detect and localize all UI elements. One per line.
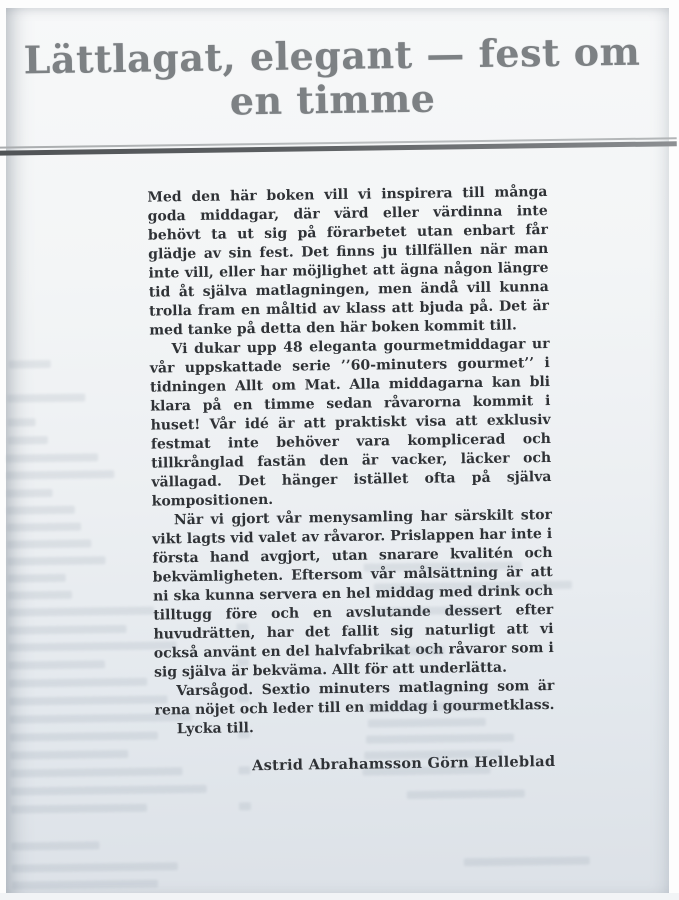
page-content bbox=[0, 3, 675, 897]
paragraph: Lycka till. bbox=[176, 720, 254, 738]
ghost-showthrough-line bbox=[236, 623, 248, 631]
ghost-showthrough-line bbox=[6, 453, 98, 462]
ghost-showthrough-line bbox=[11, 804, 147, 814]
ghost-showthrough-line bbox=[8, 574, 66, 583]
paragraph: Med den här boken vill vi inspirera till många goda middagar, där värd eller värdinna inte behövt ta ut sig på förarbetet utan enbart får glädje av sin fest. Det finns ju tillfällen när man inte vill, eller har möjlighet att ägna någon längre tid åt själva matlagningen, men ändå vill kunna trolla fram en måltid av klass att bjuda på. Det är med tanke på detta den här boken kommit till. bbox=[147, 184, 550, 339]
ghost-showthrough-line bbox=[7, 523, 81, 532]
ghost-showthrough-line bbox=[237, 694, 249, 702]
page-title-line-2: en timme bbox=[229, 75, 436, 124]
ghost-showthrough-line bbox=[10, 732, 158, 742]
ghost-showthrough-line bbox=[9, 695, 167, 705]
ghost-showthrough-line bbox=[8, 607, 154, 617]
paragraph: När vi gjort vår menysamling har särskilt stor vikt lagts vid valet av råvaror. Prislappen har inte i första hand avgjort, utan snarare kvalitén och bekvämligheten. Eftersom vår målsättning är att ni ska kunna servera en hel middag med drink och tilltugg före och en avslutande dessert efter huvudrätten, har det fallit sig naturligt att vi också använt en del halvfabrikat och råvaror som i sig själva är bekväma. Allt för att underlätta. bbox=[152, 507, 554, 681]
ghost-showthrough-line bbox=[368, 718, 486, 728]
ghost-showthrough-line bbox=[7, 489, 53, 498]
ghost-showthrough-line bbox=[9, 641, 177, 651]
ghost-showthrough-line bbox=[12, 880, 158, 890]
ghost-showthrough-line bbox=[464, 857, 590, 867]
page-title-line-1: Lättlagat, elegant — fest om bbox=[23, 28, 641, 83]
ghost-showthrough-line bbox=[383, 647, 445, 656]
ghost-showthrough-line bbox=[8, 418, 36, 426]
ghost-showthrough-line bbox=[9, 360, 51, 369]
ghost-showthrough-line bbox=[10, 750, 128, 760]
ghost-showthrough-line bbox=[239, 802, 251, 810]
ghost-showthrough-line bbox=[9, 678, 147, 688]
ghost-showthrough-line bbox=[376, 606, 488, 616]
ghost-showthrough-line bbox=[362, 766, 490, 776]
ghost-showthrough-line bbox=[6, 470, 114, 480]
author-signature: Astrid Abrahamsson Görn Helleblad bbox=[251, 752, 556, 775]
ghost-showthrough-line bbox=[11, 841, 99, 850]
ghost-showthrough-line bbox=[11, 785, 207, 796]
ghost-showthrough-line bbox=[8, 625, 126, 635]
page-surface bbox=[6, 8, 669, 893]
page-title bbox=[0, 29, 664, 126]
ghost-showthrough-line bbox=[9, 660, 105, 669]
title-divider-rule bbox=[0, 137, 677, 157]
ghost-showthrough-line bbox=[7, 539, 91, 548]
paragraph: Vi dukar upp 48 eleganta gourmetmiddagar ur vår uppskattade serie ’’60-minuters gourmet’’ i tidningen Allt om Mat. Alla middagarna kan bli klara på en timme sedan råvarorna kommit i huset! Vår idé är att praktiskt visa att exklusiv festmat inte behöver vara komplicerad och tillkrånglad fastän den är vacker, läcker och vällagad. Det hänger istället ofta på själva kompositionen. bbox=[149, 336, 552, 510]
ghost-showthrough-line bbox=[238, 730, 250, 738]
ghost-showthrough-line bbox=[8, 591, 72, 600]
ghost-showthrough-line bbox=[8, 436, 48, 445]
ghost-showthrough-line bbox=[407, 789, 525, 799]
ghost-showthrough-line bbox=[7, 394, 85, 403]
ghost-showthrough-line bbox=[7, 506, 75, 515]
ghost-showthrough-line bbox=[7, 556, 105, 565]
paragraph: Varsågod. Sextio minuters matlagning som är rena nöjet och leder till en middag i gourmetklass. bbox=[154, 677, 555, 719]
ghost-showthrough-line bbox=[237, 658, 249, 666]
ghost-showthrough-line bbox=[12, 862, 178, 872]
scan-bottom-edge bbox=[0, 893, 679, 900]
body-text-column bbox=[147, 183, 555, 777]
reverse-page-showthrough bbox=[0, 3, 663, 12]
ghost-showthrough-line bbox=[238, 766, 250, 774]
